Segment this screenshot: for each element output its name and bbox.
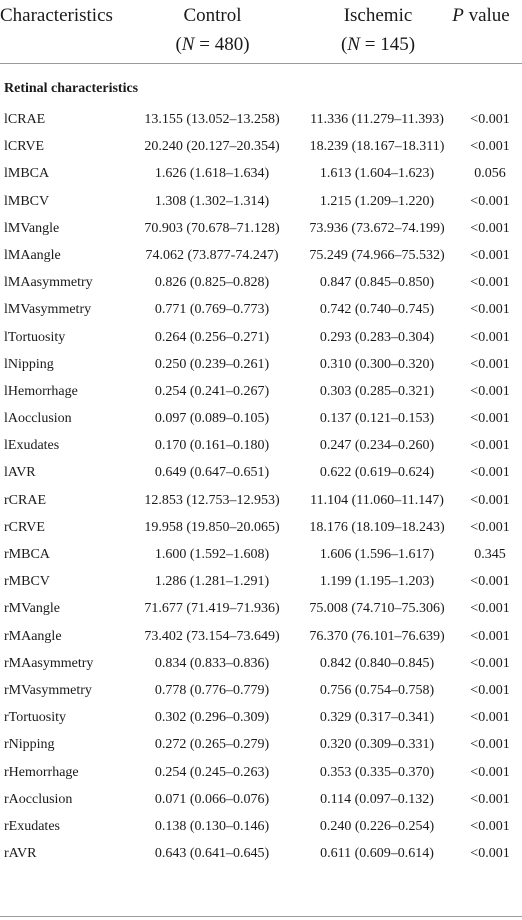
table-row <box>0 324 522 351</box>
row-control-cell: 1.308 (1.302–1.314) <box>154 193 270 209</box>
row-ischemic-cell: 0.611 (0.609–0.614) <box>320 846 434 862</box>
header-control <box>160 1 265 59</box>
row-ischemic-cell: 0.240 (0.226–0.254) <box>319 818 435 834</box>
table-row <box>0 595 522 622</box>
row-p-value-cell: <0.001 <box>470 411 510 427</box>
row-p-value-cell: <0.001 <box>470 438 510 454</box>
row-p-value-cell: <0.001 <box>470 601 510 617</box>
table-row <box>0 813 522 840</box>
row-p-value-cell: <0.001 <box>470 356 510 372</box>
row-p-value-cell: <0.001 <box>470 302 510 318</box>
row-name-cell: lExudates <box>4 438 60 454</box>
row-name-cell: lMBCA <box>4 166 50 182</box>
row-name-cell: lMVangle <box>4 220 60 236</box>
row-p-value-cell: <0.001 <box>470 220 510 236</box>
table-row <box>0 269 522 296</box>
row-control-cell: 0.272 (0.265–0.279) <box>154 737 270 753</box>
header-characteristics: Characteristics <box>0 5 113 26</box>
row-p-value-cell: <0.001 <box>470 846 510 862</box>
header-p-value <box>441 1 521 30</box>
table-row <box>0 514 522 541</box>
row-ischemic-cell: 0.329 (0.317–0.341) <box>319 710 435 726</box>
row-name-cell: rCRAE <box>4 492 46 508</box>
row-name-cell: rCRVE <box>4 519 45 535</box>
row-ischemic-cell: 0.293 (0.283–0.304) <box>319 329 435 345</box>
row-name-cell: rMAasymmetry <box>4 655 94 671</box>
table-row <box>0 133 522 160</box>
row-p-value-cell: <0.001 <box>470 818 510 834</box>
row-control-cell: 71.677 (71.419–71.936) <box>144 601 280 617</box>
row-p-value-cell: <0.001 <box>470 112 510 127</box>
row-name-cell: rMAangle <box>4 628 62 644</box>
row-control-cell: 1.286 (1.281–1.291) <box>154 574 270 590</box>
row-ischemic-cell: 0.756 (0.754–0.758) <box>319 682 435 698</box>
table-row <box>0 459 522 486</box>
header-ischemic-n: (N = 145) <box>340 34 416 55</box>
row-name-cell: lCRVE <box>4 139 45 155</box>
header-ischemic <box>326 1 430 59</box>
table-row <box>0 242 522 269</box>
table-row <box>0 541 522 568</box>
row-p-value-cell: <0.001 <box>470 710 510 726</box>
row-name-cell: rAocclusion <box>4 791 73 807</box>
row-ischemic-cell: 1.215 (1.209–1.220) <box>319 193 435 209</box>
table-row <box>0 351 522 378</box>
row-p-value-cell: <0.001 <box>470 193 510 209</box>
row-ischemic-cell: 0.842 (0.840–0.845) <box>319 655 435 671</box>
row-ischemic-cell: 11.104 (11.060–11.147) <box>310 492 444 508</box>
row-ischemic-cell: 18.176 (18.109–18.243) <box>309 519 445 535</box>
table-row <box>0 840 522 867</box>
header-ischemic-n-value: 145 <box>380 34 409 55</box>
row-control-cell: 0.826 (0.825–0.828) <box>154 275 270 291</box>
row-ischemic-cell: 11.336 (11.279–11.393) <box>310 112 444 127</box>
row-name-cell: lCRAE <box>4 112 46 127</box>
row-name-cell: lMAangle <box>4 247 61 263</box>
row-p-value-cell: <0.001 <box>470 465 510 481</box>
header-control-n: (N = 480) <box>175 34 250 55</box>
table-row <box>0 677 522 704</box>
row-control-cell: 1.600 (1.592–1.608) <box>154 547 270 562</box>
row-ischemic-cell: 0.247 (0.234–0.260) <box>319 438 435 454</box>
row-name-cell: lMBCV <box>4 193 50 209</box>
table-row <box>0 650 522 677</box>
header-divider <box>0 63 522 64</box>
row-ischemic-cell: 0.310 (0.300–0.320) <box>319 356 435 372</box>
row-ischemic-cell: 0.847 (0.845–0.850) <box>319 275 435 291</box>
row-name-cell: rExudates <box>4 818 60 834</box>
row-name-cell: lHemorrhage <box>4 383 78 399</box>
table-row <box>0 188 522 215</box>
row-name-cell: lMVasymmetry <box>4 302 92 318</box>
row-control-cell: 0.254 (0.245–0.263) <box>154 764 270 780</box>
row-control-cell: 0.834 (0.833–0.836) <box>154 655 270 671</box>
table-row <box>0 378 522 405</box>
row-name-cell: rHemorrhage <box>4 764 79 780</box>
row-p-value-cell: <0.001 <box>470 764 510 780</box>
row-control-cell: 73.402 (73.154–73.649) <box>144 628 280 644</box>
row-p-value-cell: <0.001 <box>470 628 510 644</box>
row-p-value-cell: <0.001 <box>470 492 510 508</box>
row-name-cell: rNipping <box>4 737 55 753</box>
table-row <box>0 215 522 242</box>
row-p-value-cell: <0.001 <box>470 383 510 399</box>
row-control-cell: 0.254 (0.241–0.267) <box>154 383 270 399</box>
row-p-value-cell: <0.001 <box>470 519 510 535</box>
row-name-cell: rMVangle <box>4 601 60 617</box>
row-ischemic-cell: 1.199 (1.195–1.203) <box>319 574 435 590</box>
table-row <box>0 623 522 650</box>
row-control-cell: 0.302 (0.296–0.309) <box>154 710 270 726</box>
row-name-cell: lAVR <box>4 465 36 481</box>
row-name-cell: rMVasymmetry <box>4 682 92 698</box>
row-control-cell: 0.649 (0.647–0.651) <box>154 465 270 481</box>
row-control-cell: 0.071 (0.066–0.076) <box>154 791 270 807</box>
row-p-value-cell: <0.001 <box>470 791 510 807</box>
row-ischemic-cell: 0.303 (0.285–0.321) <box>319 383 435 399</box>
header-control-n-value: 480 <box>214 34 244 55</box>
row-name-cell: lMAasymmetry <box>4 275 93 291</box>
row-name-cell: lNipping <box>4 356 54 372</box>
row-control-cell: 13.155 (13.052–13.258) <box>144 112 280 127</box>
row-control-cell: 0.170 (0.161–0.180) <box>154 438 270 454</box>
row-control-cell: 19.958 (19.850–20.065) <box>144 519 280 535</box>
row-control-cell: 0.771 (0.769–0.773) <box>154 302 270 318</box>
header-ischemic-label: Ischemic <box>343 5 413 26</box>
table-row <box>0 405 522 432</box>
row-p-value-cell: 0.056 <box>474 166 506 182</box>
row-control-cell: 0.138 (0.130–0.146) <box>154 818 270 834</box>
row-p-value-cell: <0.001 <box>470 682 510 698</box>
table-body <box>0 106 522 867</box>
row-ischemic-cell: 18.239 (18.167–18.311) <box>309 139 445 155</box>
row-p-value-cell: <0.001 <box>470 275 510 291</box>
row-name-cell: rTortuosity <box>4 710 67 726</box>
table-row <box>0 487 522 514</box>
row-name-cell: rAVR <box>4 846 37 862</box>
row-ischemic-cell: 0.622 (0.619–0.624) <box>319 465 435 481</box>
header-p-letter: P <box>452 5 464 26</box>
table-row <box>0 568 522 595</box>
row-ischemic-cell: 1.606 (1.596–1.617) <box>319 547 435 562</box>
table-row <box>0 704 522 731</box>
row-p-value-cell: <0.001 <box>470 329 510 345</box>
section-title: Retinal characteristics <box>4 81 139 96</box>
table-bottom-divider <box>0 916 522 917</box>
row-p-value-cell: <0.001 <box>470 139 510 155</box>
row-ischemic-cell: 0.137 (0.121–0.153) <box>319 411 435 427</box>
row-p-value-cell: <0.001 <box>470 247 510 263</box>
row-ischemic-cell: 1.613 (1.604–1.623) <box>319 166 435 182</box>
row-ischemic-cell: 75.249 (74.966–75.532) <box>309 247 445 263</box>
table-row <box>0 296 522 323</box>
row-ischemic-cell: 76.370 (76.101–76.639) <box>309 628 445 644</box>
row-name-cell: lAocclusion <box>4 411 72 427</box>
row-ischemic-cell: 73.936 (73.672–74.199) <box>309 220 445 236</box>
table-row <box>0 731 522 758</box>
row-ischemic-cell: 0.320 (0.309–0.331) <box>319 737 435 753</box>
row-p-value-cell: 0.345 <box>474 547 506 562</box>
row-control-cell: 70.903 (70.678–71.128) <box>144 220 280 236</box>
row-name-cell: lTortuosity <box>4 329 66 345</box>
table-row <box>0 432 522 459</box>
header-p-word: value <box>468 5 510 26</box>
table-row <box>0 759 522 786</box>
row-control-cell: 0.097 (0.089–0.105) <box>154 411 270 427</box>
table-row <box>0 106 522 133</box>
table-row <box>0 160 522 187</box>
row-control-cell: 12.853 (12.753–12.953) <box>144 492 280 508</box>
row-control-cell: 0.643 (0.641–0.645) <box>154 846 270 862</box>
row-control-cell: 74.062 (73.877-74.247) <box>145 247 279 263</box>
row-control-cell: 20.240 (20.127–20.354) <box>144 139 280 155</box>
row-ischemic-cell: 0.114 (0.097–0.132) <box>320 791 434 807</box>
row-p-value-cell: <0.001 <box>470 737 510 753</box>
row-control-cell: 1.626 (1.618–1.634) <box>154 166 270 182</box>
row-p-value-cell: <0.001 <box>470 655 510 671</box>
row-ischemic-cell: 0.353 (0.335–0.370) <box>319 764 435 780</box>
table-header <box>0 0 522 63</box>
row-control-cell: 0.778 (0.776–0.779) <box>154 682 270 698</box>
row-control-cell: 0.264 (0.256–0.271) <box>154 329 270 345</box>
row-name-cell: rMBCA <box>4 547 50 562</box>
row-ischemic-cell: 75.008 (74.710–75.306) <box>309 601 445 617</box>
row-ischemic-cell: 0.742 (0.740–0.745) <box>319 302 435 318</box>
row-control-cell: 0.250 (0.239–0.261) <box>154 356 270 372</box>
table-row <box>0 786 522 813</box>
header-control-label: Control <box>183 5 242 26</box>
row-name-cell: rMBCV <box>4 574 50 590</box>
row-p-value-cell: <0.001 <box>470 574 510 590</box>
